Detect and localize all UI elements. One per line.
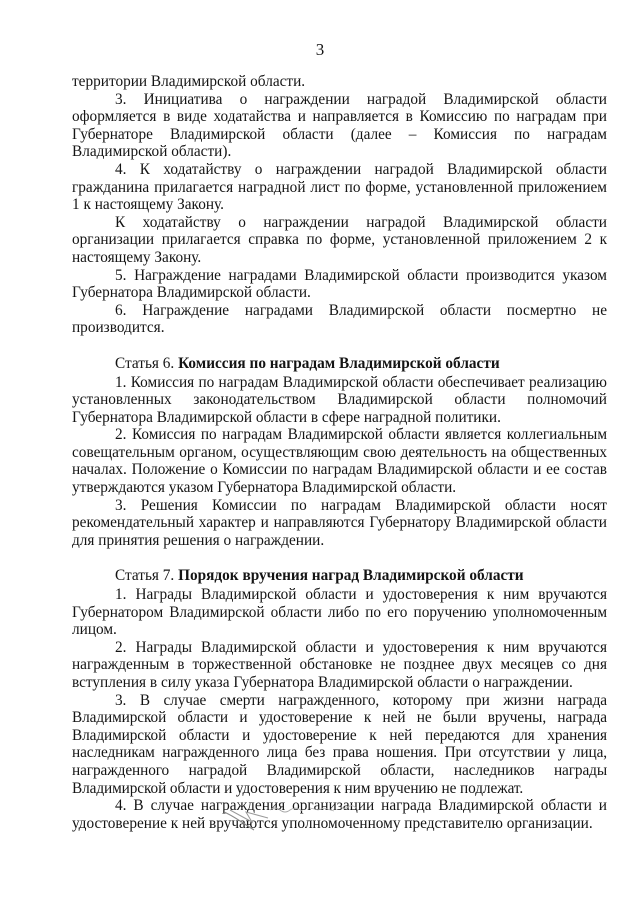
paragraph: 4. В случае награждения организации награда Владимирской области и удостоверение к ней вручаются уполномоченному представителю организации. xyxy=(72,797,607,832)
paragraph: 2. Награды Владимирской области и удостоверения к ним вручаются награжденным в торжественной обстановке не позднее двух месяцев со дня вступления в силу указа Губернатора Владимирской области о награждении. xyxy=(72,638,607,691)
paragraph: 6. Награждение наградами Владимирской области посмертно не производится. xyxy=(72,301,607,337)
handwritten-mark xyxy=(222,798,382,838)
paragraph: 2. Комиссия по наградам Владимирской области является коллегиальным совещательным органом, осуществляющим свою деятельность на общественных началах. Положение о Комиссии по наградам Владимирской области и ее состав утверждаются указом Губернатора Владимирской области. xyxy=(72,426,607,497)
article-6-prefix: Статья 6. xyxy=(115,354,179,372)
paragraph: 3. В случае смерти награжденного, которому при жизни награда Владимирской области и удостоверение к ней не были вручены, награда Владимирской области и удостоверение к ней передаются для хранения наследникам награжденного лица без права ношения. При отсутствии у лица, награжденного наградой Владимирской области, наследников награды Владимирской области и удостоверения к ним вручению не подлежат. xyxy=(72,691,607,797)
paragraph: 3. Решения Комиссии по наградам Владимирской области носят рекомендательный характер и направляются Губернатору Владимирской области для принятия решения о награждении. xyxy=(72,496,607,549)
paragraph: 1. Награды Владимирской области и удостоверения к ним вручаются Губернатором Владимирской области либо по его поручению уполномоченным лицом. xyxy=(72,586,607,639)
paragraph: 3. Инициатива о награждении наградой Владимирской области оформляется в виде ходатайства и направляется в Комиссию по наградам при Губернаторе Владимирской области (далее – Комиссия по наградам Владимирской области). xyxy=(72,90,607,161)
article-7-heading xyxy=(72,567,607,585)
paragraph: 4. К ходатайству о награждении наградой Владимирской области гражданина прилагается наградной лист по форме, установленной приложением 1 к настоящему Закону. xyxy=(72,160,607,214)
paragraph: территории Владимирской области. xyxy=(72,73,306,90)
article-6-title: Комиссия по наградам Владимирской области xyxy=(178,354,500,372)
article-7-prefix: Статья 7. xyxy=(115,567,179,585)
article-6-heading xyxy=(72,355,607,373)
paragraph: К ходатайству о награждении наградой Владимирской области организации прилагается справка по форме, установленной приложением 2 к настоящему Закону. xyxy=(72,213,607,266)
document-body xyxy=(72,73,607,832)
article-7-title: Порядок вручения наград Владимирской области xyxy=(178,567,524,585)
paragraph: 5. Награждение наградами Владимирской области производится указом Губернатора Владимирской области. xyxy=(72,266,607,302)
paragraph: 1. Комиссия по наградам Владимирской области обеспечивает реализацию установленных законодательством Владимирской области полномочий Губернатора Владимирской области в сфере наградной политики. xyxy=(72,373,607,426)
page-number: 3 xyxy=(315,40,325,59)
